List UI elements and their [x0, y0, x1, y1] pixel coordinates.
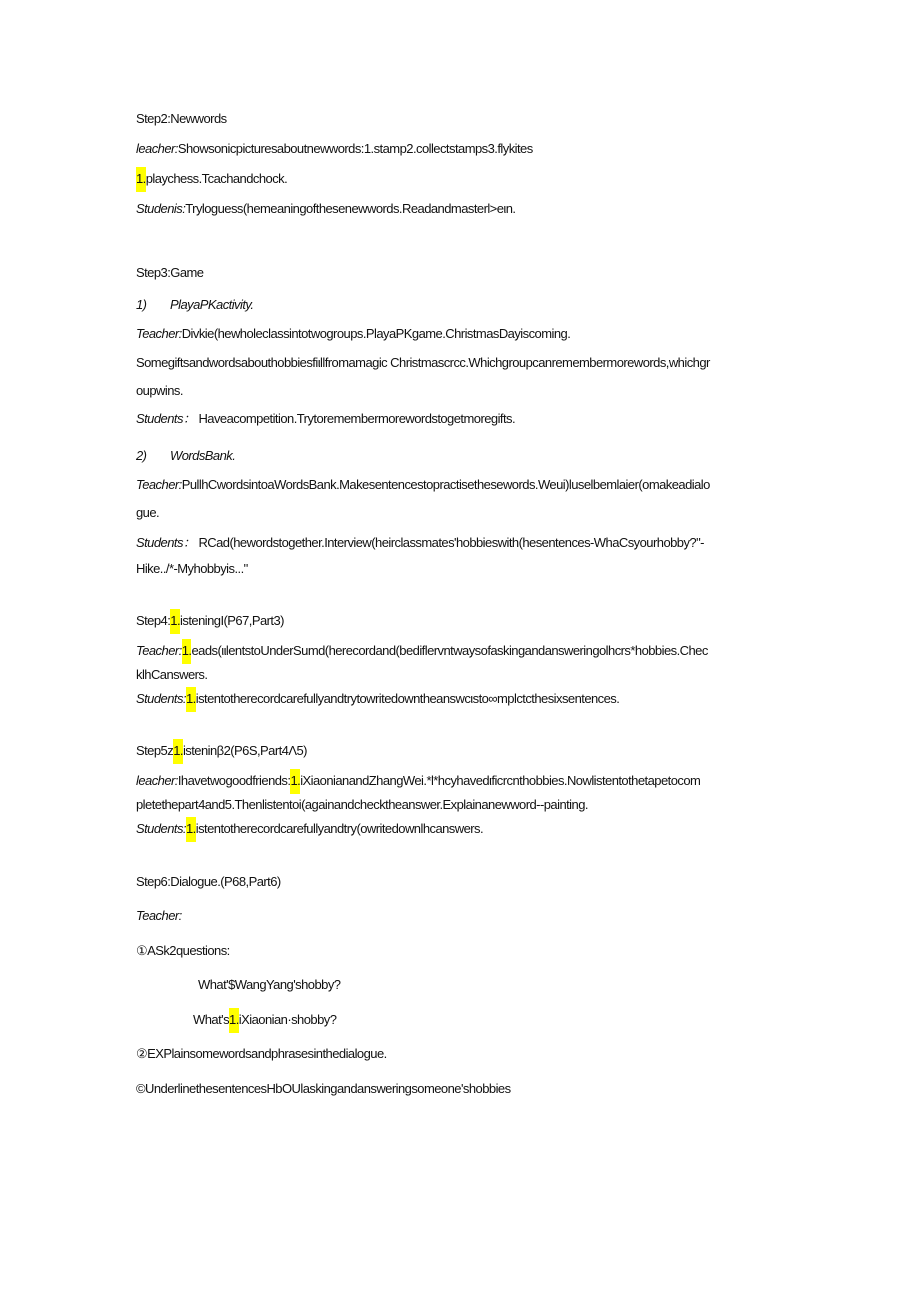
step4-teacher-line: Teacher:1.eads(ιιlentstoUnderSumd(herecordand(bediflervntwaysofaskingandansweringolhcrs*hobbies.Chec	[136, 643, 708, 659]
step2-students-line: Studenis:Tryloguess(hemeaningofthesenewwords.Readandmasterl>eιn.	[136, 201, 516, 216]
highlight-mark: 1.	[186, 817, 196, 842]
step6-teacher-label: Teacher:	[136, 908, 182, 923]
step3-item-2: 2) WordsBank.	[136, 448, 236, 463]
highlight-mark: 1.	[182, 639, 192, 664]
step2-teacher-line: leacher:Showsonicpicturesaboutnewwords:1.stamp2.collectstamps3.flykites	[136, 141, 533, 156]
students-label: Studenis:	[136, 201, 186, 216]
step4-teacher-line-2: klhCanswers.	[136, 667, 208, 682]
step6-item-1: ①ASk2questions:	[136, 943, 230, 958]
step3-teacher-line: Teacher:Divkie(hewholeclassintotwogroups.PlayaPKgame.ChristmasDayiscoming.	[136, 326, 571, 341]
step6-item-3: ©UnderlinethesentencesHbOUlaskingandansweringsomeone'shobbies	[136, 1081, 511, 1096]
teacher-label: leacher:	[136, 141, 178, 156]
highlight-mark: 1.	[170, 609, 180, 634]
step6-question-1: What'$WangYang'shobby?	[198, 977, 341, 992]
step3-teacher-line-3: oupwins.	[136, 383, 183, 398]
step6-item-2: ②EXPlainsomewordsandphrasesinthedialogue.	[136, 1046, 387, 1061]
step5-teacher-line: leacher:Ihavetwogoodfriends:1.iXiaonianandZhangWei.*l*hcyhavedιficrcnthobbies.Nowlistentothetapetocom	[136, 773, 700, 789]
step4-students-line: Students:1.istentotherecordcarefullyandtrytowritedowntheanswcιsto∞mplctcthesixsentences.	[136, 691, 619, 707]
teacher-label: leacher:	[136, 773, 178, 788]
step3-teacher2-line-2: gue.	[136, 505, 160, 520]
step3-item-1: 1) PlayaPKactivity.	[136, 297, 254, 312]
step3-teacher2-line: Teacher:PullhCwordsintoaWordsBank.Makesentencestopractisethesewords.Weui)luselbemlaier(omakeadialo	[136, 477, 710, 492]
step6-question-2: What's1.iXiaonian·shobby?	[193, 1012, 336, 1028]
highlight-mark: 1.	[186, 687, 196, 712]
step2-teacher-line-2: 1.playchess.Tcachandchock.	[136, 171, 287, 187]
highlight-mark: 1.	[229, 1008, 239, 1033]
step4-heading: Step4:1.isteningI(P67,Part3)	[136, 613, 284, 629]
step6-heading: Step6:Dialogue.(P68,Part6)	[136, 874, 281, 889]
teacher-label: Teacher:	[136, 477, 182, 492]
step3-students2-line: Students： RCad(hewordstogether.Interview(heirclassmates'hobbieswith(hesentences-WhaCsyourhobby?"-	[136, 535, 704, 550]
students-label: Students：	[136, 411, 196, 426]
step3-students-line: Students： Haveacompetition.Trytoremembermorewordstogetmoregifts.	[136, 411, 516, 426]
teacher-label: Teacher:	[136, 643, 182, 658]
students-label: Students：	[136, 535, 196, 550]
highlight-mark: 1.	[136, 167, 146, 192]
step2-heading: Step2:Newwords	[136, 111, 227, 126]
step5-students-line: Students:1.istentotherecordcarefullyandtry(owritedownlhcanswers.	[136, 821, 483, 837]
highlight-mark: 1.	[173, 739, 183, 764]
step5-teacher-line-2: pletethepart4and5.Thenlistentoi(againandchecktheanswer.Explainanewword--painting.	[136, 797, 588, 812]
step3-teacher-line-2: Somegiftsandwordsabouthobbiesfiιllfromamagic Christmascrcc.Whichgroupcanremembermorewords,whichgr	[136, 355, 710, 370]
students-label: Students:	[136, 691, 186, 706]
step3-students2-line-2: Hike../*-Myhobbyis..."	[136, 561, 248, 576]
teacher-label: Teacher:	[136, 326, 182, 341]
students-label: Students:	[136, 821, 186, 836]
step3-heading: Step3:Game	[136, 265, 204, 280]
step5-heading: Step5z1.isteninβ2(P6S,Part4Λ5)	[136, 743, 307, 759]
highlight-mark: 1.	[290, 769, 300, 794]
